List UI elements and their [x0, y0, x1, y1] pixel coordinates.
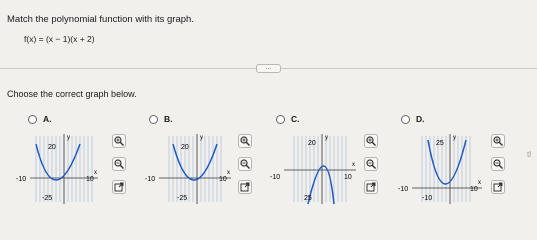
graph-b-x-right: 10	[219, 176, 227, 183]
graph-d-y-bottom: -10	[422, 195, 433, 202]
zoom-in-button-b[interactable]	[238, 134, 252, 148]
graph-a-y-top: 20	[48, 144, 56, 151]
zoom-in-icon	[365, 135, 377, 147]
graph-c-y-bottom: 25	[304, 195, 312, 202]
question-title: Match the polynomial function with its graph.	[7, 14, 194, 25]
zoom-in-button-a[interactable]	[112, 134, 126, 148]
radio-a[interactable]	[28, 115, 37, 124]
zoom-in-icon	[239, 135, 251, 147]
zoom-in-button-d[interactable]	[491, 134, 505, 148]
graph-c-y-axis: y	[325, 135, 328, 141]
choice-b-label: B.	[164, 114, 173, 124]
graph-a-x-left: -10	[16, 176, 27, 183]
open-external-icon	[113, 181, 125, 193]
zoom-out-icon	[239, 158, 251, 170]
choice-c[interactable]	[276, 114, 300, 124]
zoom-in-button-c[interactable]	[364, 134, 378, 148]
graph-a-y-axis: y	[67, 135, 70, 141]
zoom-out-button-d[interactable]	[491, 157, 505, 171]
graph-d-x-left: -10	[398, 186, 409, 193]
open-external-icon	[365, 181, 377, 193]
open-external-icon	[239, 181, 251, 193]
instruction-text: Choose the correct graph below.	[7, 89, 137, 99]
radio-d[interactable]	[401, 115, 410, 124]
graph-d-x-right: 10	[470, 186, 478, 193]
graph-c-y-top: 20	[308, 140, 316, 147]
zoom-out-icon	[365, 158, 377, 170]
zoom-out-button-c[interactable]	[364, 157, 378, 171]
choice-a-label: A.	[43, 114, 52, 124]
graph-b-y-bottom: -25	[177, 195, 188, 202]
choice-d-label: D.	[416, 114, 425, 124]
zoom-out-button-b[interactable]	[238, 157, 252, 171]
open-external-icon	[492, 181, 504, 193]
choice-c-label: C.	[291, 114, 300, 124]
graph-d-x-axis: x	[478, 180, 481, 186]
graph-d-y-top: 25	[436, 140, 444, 147]
open-button-b[interactable]	[238, 180, 252, 194]
zoom-out-icon	[113, 158, 125, 170]
more-button[interactable]: …	[256, 64, 281, 73]
zoom-in-icon	[113, 135, 125, 147]
graph-c-x-left: -10	[270, 174, 281, 181]
graph-a-y-bottom: -25	[42, 195, 53, 202]
zoom-in-icon	[492, 135, 504, 147]
graph-d-y-axis: y	[453, 135, 456, 141]
graph-c-x-axis: x	[352, 162, 355, 168]
zoom-out-button-a[interactable]	[112, 157, 126, 171]
graph-b-y-axis: y	[200, 135, 203, 141]
radio-c[interactable]	[276, 115, 285, 124]
graph-a-x-axis: x	[94, 170, 97, 176]
graph-c	[268, 132, 364, 210]
open-button-d[interactable]	[491, 180, 505, 194]
graph-b-y-top: 20	[181, 144, 189, 151]
graph-b	[141, 132, 237, 210]
function-expression: f(x) = (x − 1)(x + 2)	[24, 34, 95, 44]
choice-b[interactable]	[149, 114, 173, 124]
open-button-a[interactable]	[112, 180, 126, 194]
edge-text: tl	[527, 150, 531, 159]
graph-d	[396, 132, 492, 210]
choice-a[interactable]	[28, 114, 52, 124]
graph-a	[14, 132, 110, 210]
open-button-c[interactable]	[364, 180, 378, 194]
graph-b-x-axis: x	[227, 170, 230, 176]
graph-b-x-left: -10	[145, 176, 156, 183]
zoom-out-icon	[492, 158, 504, 170]
graph-a-x-right: 10	[86, 176, 94, 183]
graph-c-x-right: 10	[344, 174, 352, 181]
choice-d[interactable]	[401, 114, 425, 124]
radio-b[interactable]	[149, 115, 158, 124]
